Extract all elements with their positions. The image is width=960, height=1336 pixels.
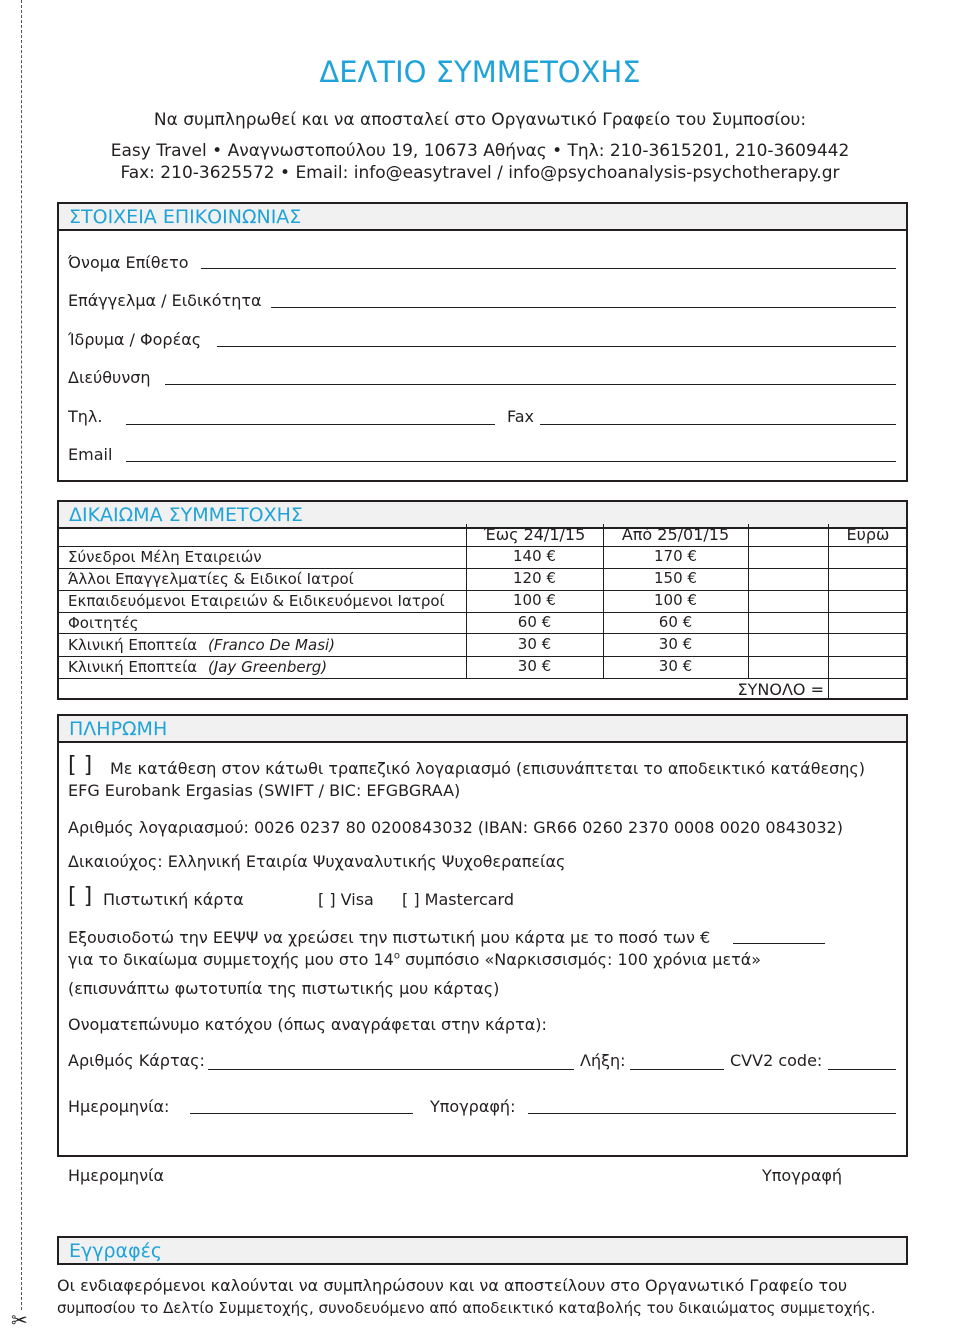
fax-field[interactable]	[540, 424, 896, 425]
col-late: Από 25/01/15	[621, 525, 730, 544]
registration-text-1: Οι ενδιαφερόμενοι καλούνται να συμπληρώσουν και να αποστείλουν στο Οργανωτικό Γραφείο του	[57, 1276, 848, 1295]
amount-field[interactable]	[733, 943, 825, 944]
purpose-text-a: για το δικαίωμα συμμετοχής μου στο 14	[68, 950, 394, 969]
cvv-field[interactable]	[828, 1069, 896, 1070]
fee-row-supervisor: (Jay Greenberg)	[207, 658, 328, 676]
fee-row-label: Σύνεδροι Μέλη Εταιρειών	[68, 548, 262, 566]
fee-early: 30 €	[517, 635, 552, 653]
fee-row-label: Φοιτητές	[68, 614, 139, 632]
card-number-label: Αριθμός Κάρτας:	[68, 1051, 205, 1070]
scissors-icon: ✂	[11, 1308, 28, 1332]
fee-row-supervisor: (Franco De Masi)	[207, 636, 336, 654]
fee-early: 140 €	[513, 547, 556, 565]
fee-row-label-text: Κλινική Εποπτεία	[68, 636, 198, 654]
holder-label: Ονοματεπώνυμο κατόχου (όπως αναγράφεται στην κάρτα):	[68, 1015, 547, 1034]
fee-row-label	[68, 657, 327, 677]
address-label: Διεύθυνση	[68, 368, 151, 387]
payment-heading: ΠΛΗΡΩΜΗ	[57, 714, 908, 743]
mastercard-checkbox[interactable]: [ ] Mastercard	[402, 890, 514, 909]
footer-signature-label: Υπογραφή	[762, 1166, 843, 1185]
purpose-text-b: συμπόσιο «Ναρκισσισμός: 100 χρόνια μετά»	[399, 950, 762, 969]
address-field[interactable]	[165, 384, 896, 385]
page-title: ΔΕΛΤΙΟ ΣΥΜΜΕΤΟΧΗΣ	[319, 55, 641, 89]
beneficiary-text: Δικαιούχος: Ελληνική Εταιρία Ψυχαναλυτικής Ψυχοθεραπείας	[68, 852, 566, 871]
phone-field[interactable]	[126, 424, 495, 425]
fee-early: 120 €	[513, 569, 556, 587]
registration-text-2: συμποσίου το Δελτίο Συμμετοχής, συνοδευόμενο από αποδεικτικό καταβολής του δικαιώματος συμμετοχής.	[57, 1299, 876, 1317]
fee-early: 100 €	[513, 591, 556, 609]
fees-heading: ΔΙΚΑΙΩΜΑ ΣΥΜΜΕΤΟΧΗΣ	[57, 500, 908, 529]
fee-late: 170 €	[654, 547, 697, 565]
fee-row-label-text: Κλινική Εποπτεία	[68, 658, 198, 676]
account-text: Αριθμός λογαριασμού: 0026 0237 80 0200843032 (IBAN: GR66 0260 2370 0008 0020 0843032)	[68, 818, 843, 837]
contact-heading: ΣΤΟΙΧΕΙΑ ΕΠΙΚΟΙΝΩΝΙΑΣ	[57, 202, 908, 231]
phone-label: Τηλ.	[68, 407, 103, 426]
registration-heading: Εγγραφές	[57, 1236, 908, 1265]
profession-label: Επάγγελμα / Ειδικότητα	[68, 291, 262, 310]
name-field[interactable]	[201, 268, 896, 269]
header-contact: Fax: 210-3625572 • Email: info@easytravel / info@psychoanalysis-psychotherapy.gr	[120, 163, 840, 183]
payment-date-field[interactable]	[190, 1113, 413, 1114]
fax-label: Fax	[507, 407, 535, 426]
purpose-sup: ο	[393, 950, 400, 962]
header-intro: Να συμπληρωθεί και να αποσταλεί στο Οργανωτικό Γραφείο του Συμποσίου:	[153, 110, 807, 130]
fee-late: 100 €	[654, 591, 697, 609]
authorize-text: Εξουσιοδοτώ την ΕΕΨΨ να χρεώσει την πιστωτική μου κάρτα με το ποσό των €	[68, 928, 711, 947]
bank-text: EFG Eurobank Ergasias (SWIFT / BIC: EFGBGRAA)	[68, 781, 461, 800]
cvv-label: CVV2 code:	[730, 1051, 823, 1070]
purpose-text	[68, 950, 761, 969]
col-euro: Ευρώ	[846, 525, 890, 544]
fee-row-label: Εκπαιδευόμενοι Εταιρειών & Ειδικευόμενοι Ιατροί	[68, 592, 445, 610]
profession-field[interactable]	[271, 307, 896, 308]
fee-late: 150 €	[654, 569, 697, 587]
deposit-checkbox[interactable]: [ ]	[68, 753, 93, 778]
email-field[interactable]	[126, 461, 896, 462]
total-field[interactable]	[830, 679, 906, 698]
fee-late: 30 €	[658, 657, 693, 675]
photocopy-text: (επισυνάπτω φωτοτυπία της πιστωτικής μου κάρτας)	[68, 979, 500, 998]
expiry-field[interactable]	[630, 1069, 724, 1070]
fee-late: 30 €	[658, 635, 693, 653]
fee-early: 60 €	[517, 613, 552, 631]
expiry-label: Λήξη:	[580, 1051, 626, 1070]
footer-date-label: Ημερομηνία	[68, 1166, 165, 1185]
header-address: Easy Travel • Αναγνωστοπούλου 19, 10673 Αθήνας • Τηλ: 210-3615201, 210-3609442	[110, 141, 850, 161]
card-checkbox[interactable]: [ ]	[68, 884, 93, 909]
visa-checkbox[interactable]: [ ] Visa	[318, 890, 374, 909]
email-label: Email	[68, 445, 113, 464]
payment-signature-field[interactable]	[528, 1113, 896, 1114]
deposit-text: Με κατάθεση στον κάτωθι τραπεζικό λογαριασμό (επισυνάπτεται το αποδεικτικό κατάθεσης)	[110, 759, 866, 778]
name-label: Όνομα Επίθετο	[68, 253, 189, 272]
payment-signature-label: Υπογραφή:	[430, 1097, 516, 1116]
cut-line	[21, 0, 22, 1310]
total-label: ΣΥΝΟΛΟ =	[737, 680, 824, 699]
fee-row-label	[68, 635, 335, 655]
payment-date-label: Ημερομηνία:	[68, 1097, 170, 1116]
fee-early: 30 €	[517, 657, 552, 675]
card-label: Πιστωτική κάρτα	[103, 890, 244, 909]
fee-row-label: Άλλοι Επαγγελματίες & Ειδικοί Ιατροί	[68, 570, 354, 588]
col-early: Έως 24/1/15	[483, 525, 586, 544]
institution-label: Ίδρυμα / Φορέας	[68, 330, 202, 349]
institution-field[interactable]	[217, 346, 896, 347]
card-number-field[interactable]	[208, 1069, 574, 1070]
fee-late: 60 €	[658, 613, 693, 631]
